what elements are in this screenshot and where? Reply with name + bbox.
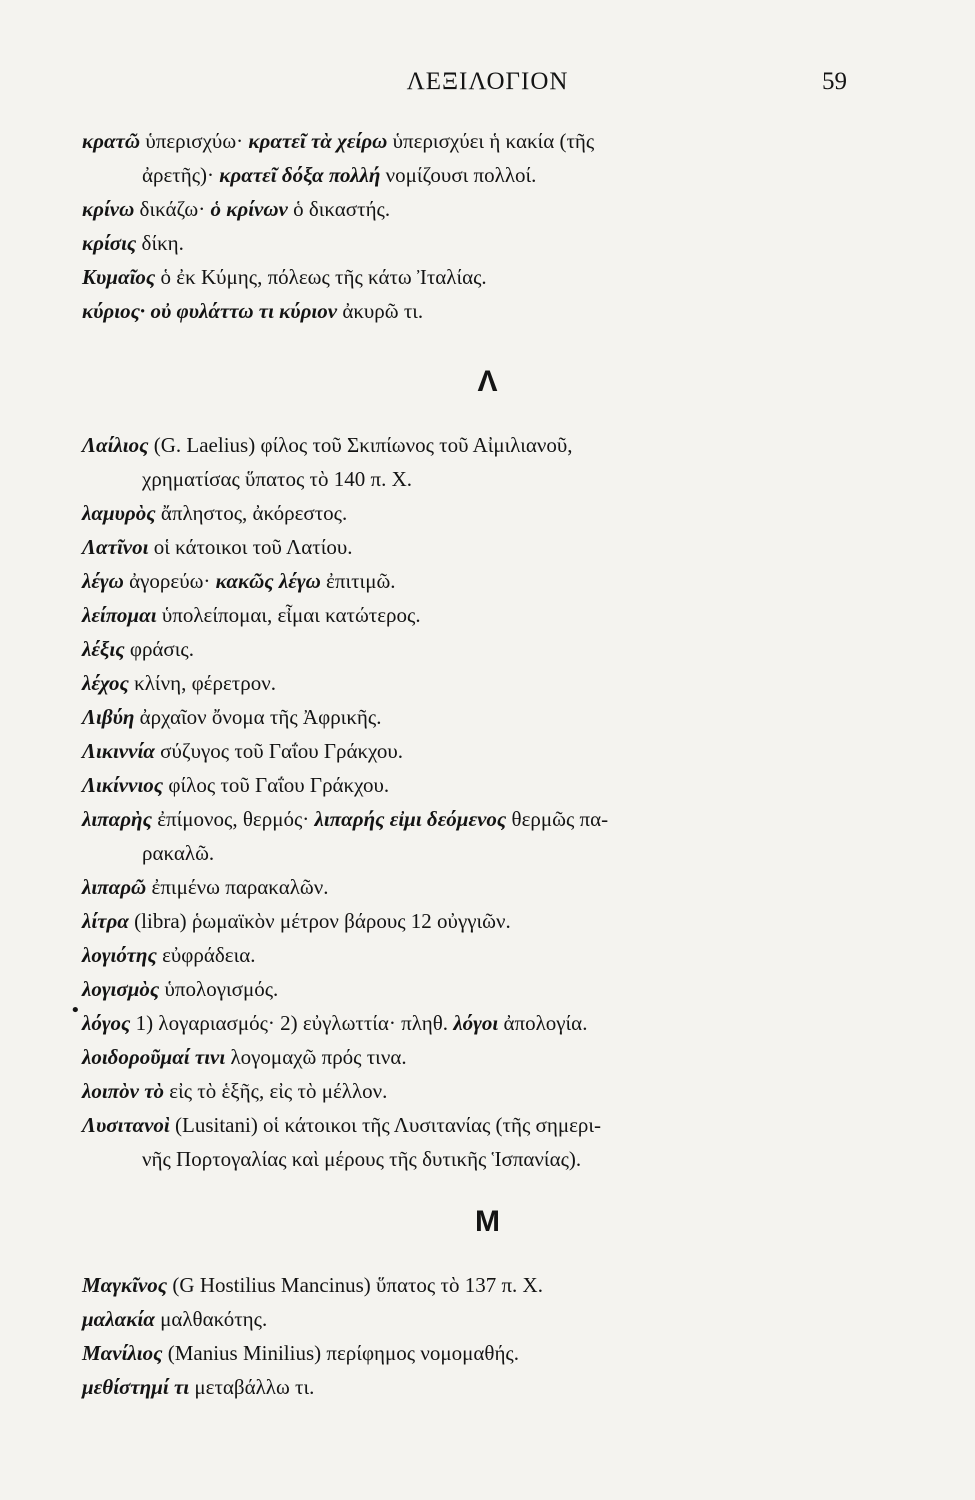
headword: Λαίλιος [82, 433, 149, 457]
dictionary-entry [82, 632, 842, 666]
entry-line [82, 231, 184, 255]
entry-line [82, 501, 347, 525]
definition: (G Hostilius Mancinus) ὕπατος τὸ 137 π. Χ. [167, 1273, 543, 1297]
entry-line [82, 1273, 543, 1297]
definition: φίλος τοῦ Γαΐου Γράκχου. [163, 773, 390, 797]
entry-line [82, 943, 256, 967]
entry-line [82, 1045, 407, 1069]
entry-line [82, 569, 396, 593]
headword: κρατεῖ τὰ χείρω [243, 129, 388, 153]
entry-line [82, 807, 608, 831]
entries-mu [82, 1268, 842, 1404]
entries-lambda [82, 428, 842, 1176]
dictionary-entry [82, 598, 842, 632]
entry-line [82, 197, 390, 221]
dictionary-entry [82, 768, 842, 802]
definition: ἀρετῆς)· [142, 163, 215, 187]
headword: κρατεῖ δόξα πολλή [214, 163, 381, 187]
entry-line [82, 875, 328, 899]
headword: Κυμαῖος [82, 265, 156, 289]
dictionary-entry [82, 972, 842, 1006]
entry-line [82, 535, 353, 559]
entry-line [82, 977, 278, 1001]
entry-line [82, 1341, 519, 1365]
entry-line [82, 773, 389, 797]
dictionary-entry [82, 938, 842, 972]
entry-continuation [82, 1142, 842, 1176]
headword: λογιότης [82, 943, 157, 967]
headword: λέξις [82, 637, 125, 661]
entry-line [82, 129, 594, 153]
headword: Λατῖνοι [82, 535, 149, 559]
entry-line [82, 909, 511, 933]
definition: δικάζω· [134, 197, 206, 221]
dictionary-entry [82, 192, 842, 226]
dictionary-entry [82, 530, 842, 564]
page-title: ΛΕΞΙΛΟΓΙΟΝ [406, 68, 569, 95]
headword: Μανίλιος [82, 1341, 163, 1365]
entry-line [82, 671, 276, 695]
definition: (Manius Minilius) περίφημος νομομαθής. [162, 1341, 519, 1365]
dictionary-entry [82, 294, 842, 328]
definition: οἱ κάτοικοι τοῦ Λατίου. [148, 535, 353, 559]
definition: 1) λογαριασμός· 2) εὐγλωττία· πληθ. [130, 1011, 449, 1035]
dictionary-entry [82, 734, 842, 768]
definition: ἐπιμένω παρακαλῶν. [146, 875, 329, 899]
page-number: 59 [822, 68, 847, 95]
entry-line [82, 705, 381, 729]
definition: μαλθακότης. [154, 1307, 268, 1331]
entry-continuation [82, 158, 842, 192]
definition: ἀρχαῖον ὄνομα τῆς Ἀφρικῆς. [134, 705, 382, 729]
entry-continuation [82, 462, 842, 496]
definition: (G. Laelius) φίλος τοῦ Σκιπίωνος τοῦ Αἰμιλιανοῦ, [148, 433, 573, 457]
dictionary-entry [82, 1302, 842, 1336]
headword: ὁ κρίνων [205, 197, 288, 221]
section-heading-lambda: Λ [477, 365, 498, 398]
dictionary-entry [82, 904, 842, 938]
headword: λιπαρὴς [82, 807, 152, 831]
definition: ὑπολογισμός. [159, 977, 279, 1001]
headword: οὐ φυλάττω τι κύριον [145, 299, 338, 323]
definition: μεταβάλλω τι. [189, 1375, 315, 1399]
entry-line [82, 265, 487, 289]
definition: δίκη. [136, 231, 184, 255]
dictionary-entry [82, 700, 842, 734]
dictionary-entry [82, 496, 842, 530]
headword: λιπαρῶ [82, 875, 147, 899]
dictionary-entry [82, 1370, 842, 1404]
definition: ἀκυρῶ τι. [337, 299, 424, 323]
entry-line [82, 637, 194, 661]
headword: κακῶς λέγω [210, 569, 321, 593]
dictionary-entry [82, 1108, 842, 1176]
headword: λόγοι [448, 1011, 499, 1035]
dictionary-entry [82, 1074, 842, 1108]
entry-line [82, 1079, 387, 1103]
headword: μαλακία [82, 1307, 155, 1331]
headword: Λικιννία [82, 739, 155, 763]
entry-line [82, 1375, 314, 1399]
entry-line [82, 1113, 601, 1137]
definition: λογομαχῶ πρός τινα. [225, 1045, 407, 1069]
dictionary-entry [82, 260, 842, 294]
definition: φράσις. [124, 637, 194, 661]
headword: Λιβύη [82, 705, 135, 729]
entry-line [82, 433, 573, 457]
definition: ὁ δικαστής. [287, 197, 391, 221]
running-head [0, 68, 975, 108]
entry-line [82, 603, 421, 627]
headword: κρίνω [82, 197, 135, 221]
headword: λογισμὸς [82, 977, 160, 1001]
definition: (libra) ῥωμαϊκὸν μέτρον βάρους 12 οὐγγιῶν. [128, 909, 511, 933]
dictionary-entry [82, 1336, 842, 1370]
margin-bullet: • [70, 1000, 81, 1021]
definition: εὐφράδεια. [156, 943, 256, 967]
headword: Μαγκῖνος [82, 1273, 168, 1297]
entry-line [82, 739, 403, 763]
dictionary-entry [82, 564, 842, 598]
definition: θερμῶς πα- [506, 807, 609, 831]
definition: νῆς Πορτογαλίας καὶ μέρους τῆς δυτικῆς Ἱσπανίας). [142, 1147, 582, 1171]
definition: κλίνη, φέρετρον. [128, 671, 276, 695]
definition: (Lusitani) οἱ κάτοικοι τῆς Λυσιτανίας (τῆς σημερι- [169, 1113, 602, 1137]
headword: μεθίστημί τι [82, 1375, 190, 1399]
headword: λοιδοροῦμαί τινι [82, 1045, 226, 1069]
headword: κρίσις [82, 231, 137, 255]
headword: λόγος [82, 1011, 131, 1035]
definition: ἄπληστος, ἀκόρεστος. [155, 501, 348, 525]
headword: λοιπὸν τὸ [82, 1079, 165, 1103]
dictionary-entry [82, 124, 842, 192]
headword: Λυσιτανοὶ [82, 1113, 170, 1137]
definition: ὁ ἐκ Κύμης, πόλεως τῆς κάτω Ἰταλίας. [155, 265, 487, 289]
definition: ρακαλῶ. [142, 841, 215, 865]
headword: λαμυρὸς [82, 501, 156, 525]
definition: ἐπιτιμῶ. [320, 569, 396, 593]
headword: λίτρα [82, 909, 129, 933]
section-heading-mu: Μ [475, 1205, 500, 1238]
dictionary-entry [82, 666, 842, 700]
dictionary-entry [82, 428, 842, 496]
dictionary-entry [82, 870, 842, 904]
entries-k [82, 124, 842, 328]
definition: ἀπολογία. [498, 1011, 588, 1035]
headword: Λικίννιος [82, 773, 164, 797]
entry-line [82, 1307, 267, 1331]
definition: ὑπερισχύω· [140, 129, 244, 153]
headword: κρατῶ [82, 129, 141, 153]
dictionary-entry [82, 1040, 842, 1074]
entry-continuation [82, 836, 842, 870]
definition: ἀγορεύω· [123, 569, 211, 593]
definition: εἰς τὸ ἑξῆς, εἰς τὸ μέλλον. [164, 1079, 388, 1103]
headword: λιπαρής εἰμι δεόμενος [309, 807, 507, 831]
definition: ὑπερισχύει ἡ κακία (τῆς [387, 129, 595, 153]
headword: λείπομαι [82, 603, 157, 627]
headword: λέγω [82, 569, 124, 593]
headword: λέχος [82, 671, 129, 695]
definition: ὑπολείπομαι, εἶμαι κατώτερος. [156, 603, 421, 627]
definition: σύζυγος τοῦ Γαΐου Γράκχου. [154, 739, 404, 763]
dictionary-entry [82, 802, 842, 870]
dictionary-entry [82, 1006, 842, 1040]
entry-line [82, 299, 423, 323]
dictionary-entry [82, 226, 842, 260]
dictionary-entry [82, 1268, 842, 1302]
definition: νομίζουσι πολλοί. [380, 163, 537, 187]
definition: ἐπίμονος, θερμός· [151, 807, 310, 831]
headword: κύριος· [82, 299, 146, 323]
entry-line [82, 1011, 587, 1035]
definition: χρηματίσας ὕπατος τὸ 140 π. Χ. [142, 467, 412, 491]
